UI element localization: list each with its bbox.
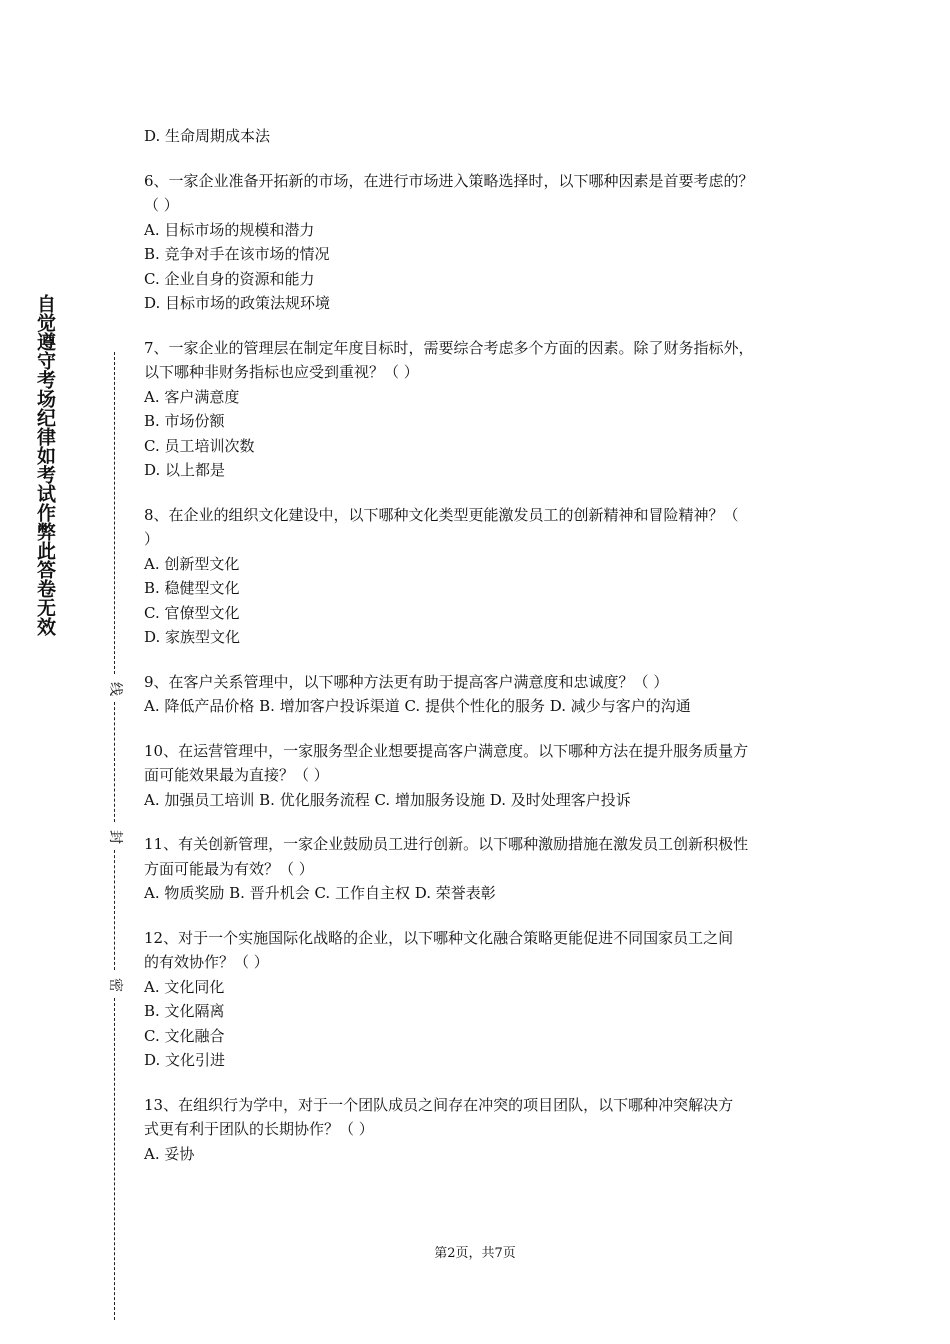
- seal-line-segment: [114, 702, 115, 822]
- question-gap: [144, 906, 824, 926]
- option-line: B. 稳健型文化: [144, 579, 240, 597]
- question-line: 方面可能最为有效？（ ）: [144, 859, 314, 878]
- question-stem: 9、在客户关系管理中，以下哪种方法更有助于提高客户满意度和忠诚度？（ ）: [144, 672, 669, 691]
- option-line: A. 创新型文化: [144, 554, 240, 573]
- question-stem: 8、在企业的组织文化建设中，以下哪种文化类型更能激发员工的创新精神和冒险精神？（: [144, 505, 739, 524]
- option-line: D. 目标市场的政策法规环境: [144, 294, 331, 312]
- question-gap: [144, 812, 824, 832]
- question-gap: [144, 483, 824, 503]
- question-stem: 7、一家企业的管理层在制定年度目标时，需要综合考虑多个方面的因素。除了财务指标外，: [144, 338, 754, 357]
- option-line: D. 文化引进: [144, 1051, 226, 1069]
- question-stem: 10、在运营管理中，一家服务型企业想要提高客户满意度。以下哪种方法在提升服务质量方: [144, 741, 749, 760]
- option-line: D. 家族型文化: [144, 628, 241, 646]
- option-line: B. 文化隔离: [144, 1002, 225, 1020]
- question-line: （ ）: [144, 196, 179, 214]
- option-line: A. 降低产品价格 B. 增加客户投诉渠道 C. 提供个性化的服务 D. 减少与客户的沟通: [144, 697, 691, 715]
- option-line: B. 竞争对手在该市场的情况: [144, 245, 330, 263]
- question-line: 面可能效果最为直接？（ ）: [144, 766, 329, 784]
- option-line: A. 加强员工培训 B. 优化服务流程 C. 增加服务设施 D. 及时处理客户投诉: [144, 790, 631, 809]
- question-stem: 13、在组织行为学中，对于一个团队成员之间存在冲突的项目团队，以下哪种冲突解决方: [144, 1095, 734, 1114]
- option-line: A. 物质奖励 B. 晋升机会 C. 工作自主权 D. 荣誉表彰: [144, 884, 496, 902]
- option-line: D. 以上都是: [144, 461, 226, 479]
- question-line: ）: [144, 530, 160, 548]
- question-line: 式更有利于团队的长期协作？（ ）: [144, 1120, 374, 1138]
- question-content: [144, 124, 824, 1166]
- question-gap: [144, 316, 824, 336]
- seal-line-segment: [114, 850, 115, 970]
- option-line: D. 生命周期成本法: [144, 127, 271, 145]
- option-line: A. 文化同化: [144, 977, 225, 996]
- question-gap: [144, 149, 824, 169]
- question-gap: [144, 650, 824, 670]
- question-stem: 12、对于一个实施国际化战略的企业，以下哪种文化融合策略更能促进不同国家员工之间: [144, 928, 734, 947]
- question-gap: [144, 1073, 824, 1093]
- exam-discipline-warning: 自觉遵守考场纪律如考试作弊此答卷无效: [34, 294, 56, 636]
- option-line: C. 企业自身的资源和能力: [144, 269, 315, 288]
- page-number: 第2页，共7页: [434, 1246, 516, 1261]
- question-line: 以下哪种非财务指标也应受到重视？（ ）: [144, 363, 419, 381]
- question-stem: 11、有关创新管理，一家企业鼓励员工进行创新。以下哪种激励措施在激发员工创新积极性: [144, 835, 749, 853]
- option-line: A. 客户满意度: [144, 387, 240, 406]
- option-line: C. 员工培训次数: [144, 436, 255, 455]
- question-line: 的有效协作？（ ）: [144, 953, 269, 971]
- option-line: C. 文化融合: [144, 1026, 225, 1045]
- option-line: A. 妥协: [144, 1144, 195, 1163]
- seal-label-feng: 封: [107, 830, 123, 844]
- seal-label-mi: 密: [107, 978, 123, 992]
- seal-line-segment: [114, 998, 115, 1320]
- option-line: C. 官僚型文化: [144, 603, 240, 622]
- question-gap: [144, 719, 824, 739]
- option-line: B. 市场份额: [144, 412, 225, 430]
- seal-line-segment: [114, 352, 115, 674]
- option-line: A. 目标市场的规模和潜力: [144, 220, 315, 239]
- question-stem: 6、一家企业准备开拓新的市场，在进行市场进入策略选择时，以下哪种因素是首要考虑的？: [144, 171, 754, 190]
- seal-label-xian: 线: [107, 682, 123, 696]
